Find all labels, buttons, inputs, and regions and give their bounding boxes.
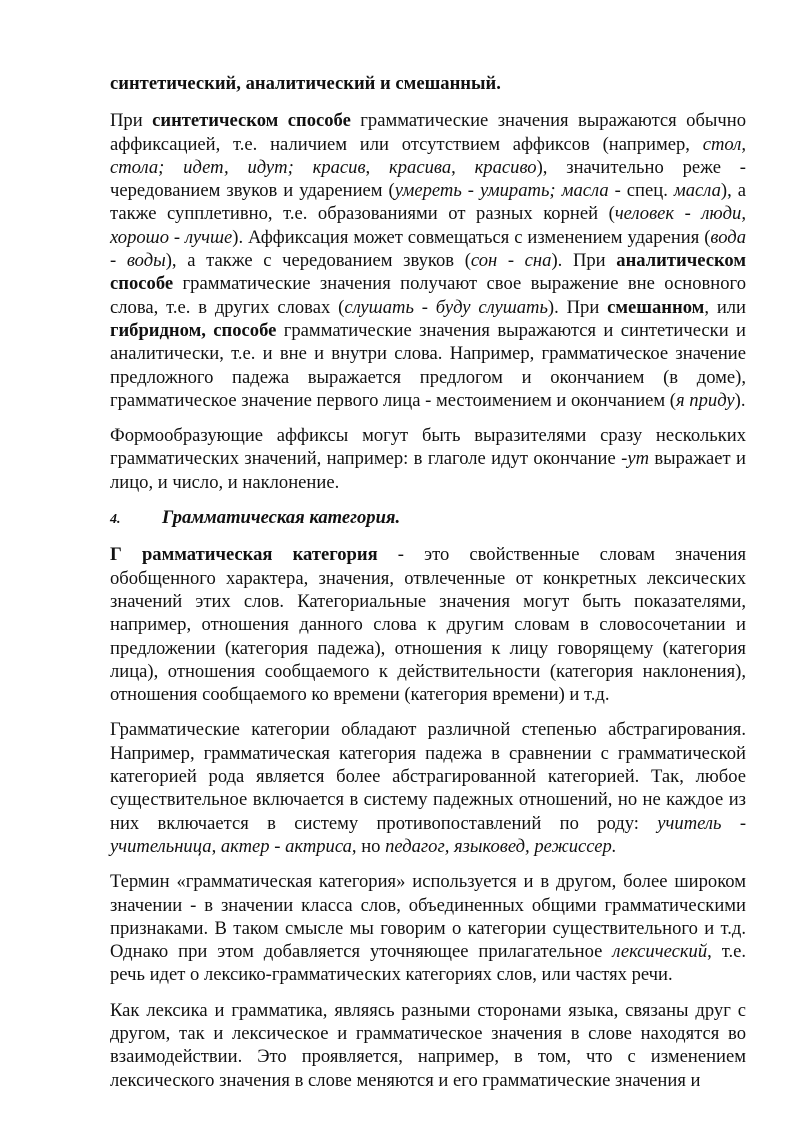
section-heading — [110, 506, 746, 531]
text: грамматические значения выражаются обычно аффиксацией, т.е. наличием или отсутствием аффиксов (например, — [110, 110, 747, 155]
text: ). При — [551, 250, 617, 272]
text: , но — [351, 835, 386, 857]
bold-text: синтетический, аналитический и смешанный. — [110, 73, 501, 94]
text: ), а также супплетивно, т.е. образованиями от разных корней ( — [110, 180, 746, 225]
italic-example: педагог, языковед, режиссер. — [385, 835, 617, 857]
italic-example: актер - актриса — [220, 835, 352, 857]
text: , — [211, 835, 221, 857]
text: Как лексика и грамматика, являясь разными сторонами языка, связаны друг с другом, так и лексическое и грамматическое значения в слове находятся во взаимодействии. Это проявляется, например, в том, что с изменением лексического значения в слове меняются и его грамматические значения и — [110, 999, 746, 1091]
text: грамматические значения получают свое выражение вне основного слова, т.е. в других словах ( — [110, 273, 746, 318]
italic-example: лексический — [612, 941, 708, 963]
section-title: Грамматическая категория. — [162, 507, 401, 529]
italic-example: -ут — [621, 448, 649, 470]
text: - это свойственные словам значения обобщенного характера, значения, отвлеченные от конкретных лексических значений этих слов. Категориальные значения могут быть показателями, например, отношения данного слова к другим словам в словосочетании и предложении (категория падежа), отношения к лицу говорящему (категория лица), отношения сообщаемого к действительности (категория наклонения), отношения сообщаемого ко времени (категория времени) и т.д. — [110, 544, 746, 706]
text: Формообразующие аффиксы могут быть выразителями сразу нескольких грамматических значений, например: в глаголе идут окончание — [110, 425, 746, 470]
paragraph-definition — [110, 543, 746, 706]
bold-term: синтетическом способе — [152, 110, 351, 132]
italic-example: вода - воды — [110, 226, 746, 272]
paragraph-abstraction — [110, 718, 746, 858]
bold-term: Г рамматическая категория — [110, 544, 378, 566]
bold-term: смешанном — [607, 296, 705, 318]
text: При — [110, 110, 153, 132]
italic-example: человек - люди, хорошо - лучше — [110, 203, 747, 248]
italic-example: умереть - умирать; масла — [394, 180, 609, 202]
text: Термин «грамматическая категория» используется и в другом, более широком значении - в значении класса слов, объединенных общими грамматическими признаками. В таком смысле мы говорим о категории существительного и т.д. Однако при этом добавляется уточняющее прилагательное — [110, 871, 746, 963]
italic-example: слушать - буду слушать — [344, 296, 548, 318]
paragraph-term-usage — [110, 870, 746, 986]
italic-example: стол, стола; идет, идут; красив — [110, 133, 746, 178]
italic-example: красива — [389, 156, 452, 178]
text: грамматические значения выражаются и синтетически и аналитически, т.е. и вне и внутри слова. Например, грамматическое значение предложного падежа выражается предлогом и окончанием (в доме), грамматическое значение первого лица - местоимением и окончанием ( — [110, 319, 746, 411]
text: ), а также с чередованием звуков ( — [165, 250, 471, 272]
document-page — [110, 72, 746, 1104]
bold-term: гибридном, способе — [110, 319, 277, 341]
paragraph-affixes — [110, 424, 746, 494]
italic-example: я приду — [676, 389, 735, 411]
italic-example: масла — [673, 180, 721, 202]
bold-term: аналитическом способе — [110, 250, 747, 295]
text: ). При — [547, 296, 608, 318]
text: ). — [734, 389, 746, 411]
text: ). Аффиксация может совмещаться с изменением ударения ( — [232, 226, 711, 248]
italic-example: учитель - учительница — [110, 812, 747, 857]
text: - спец. — [608, 180, 674, 202]
paragraph-synthetic-analytic — [110, 109, 746, 412]
text: Грамматические категории обладают различной степенью абстрагирования. Например, грамматическая категория падежа в сравнении с грамматической категорией рода является более абстрагированной категорией. Так, любое существительное включается в систему падежных отношений, но не каждое из них включается в систему противопоставлений по роду: — [110, 719, 746, 834]
text: , т.е. речь идет о лексико-грамматических категориях слов, или частях речи. — [110, 941, 746, 986]
paragraph-intro-line — [110, 72, 746, 95]
text: , — [365, 156, 390, 178]
paragraph-lexis-grammar — [110, 999, 746, 1092]
text: выражает и лицо, и число, и наклонение. — [110, 448, 746, 493]
text: , или — [704, 296, 746, 318]
text: ), значительно реже - чередованием звуков и ударением ( — [110, 156, 746, 202]
text: , — [451, 156, 475, 178]
italic-example: сон - сна — [470, 250, 552, 272]
section-number: 4. — [110, 512, 121, 528]
italic-example: красиво — [474, 156, 537, 178]
